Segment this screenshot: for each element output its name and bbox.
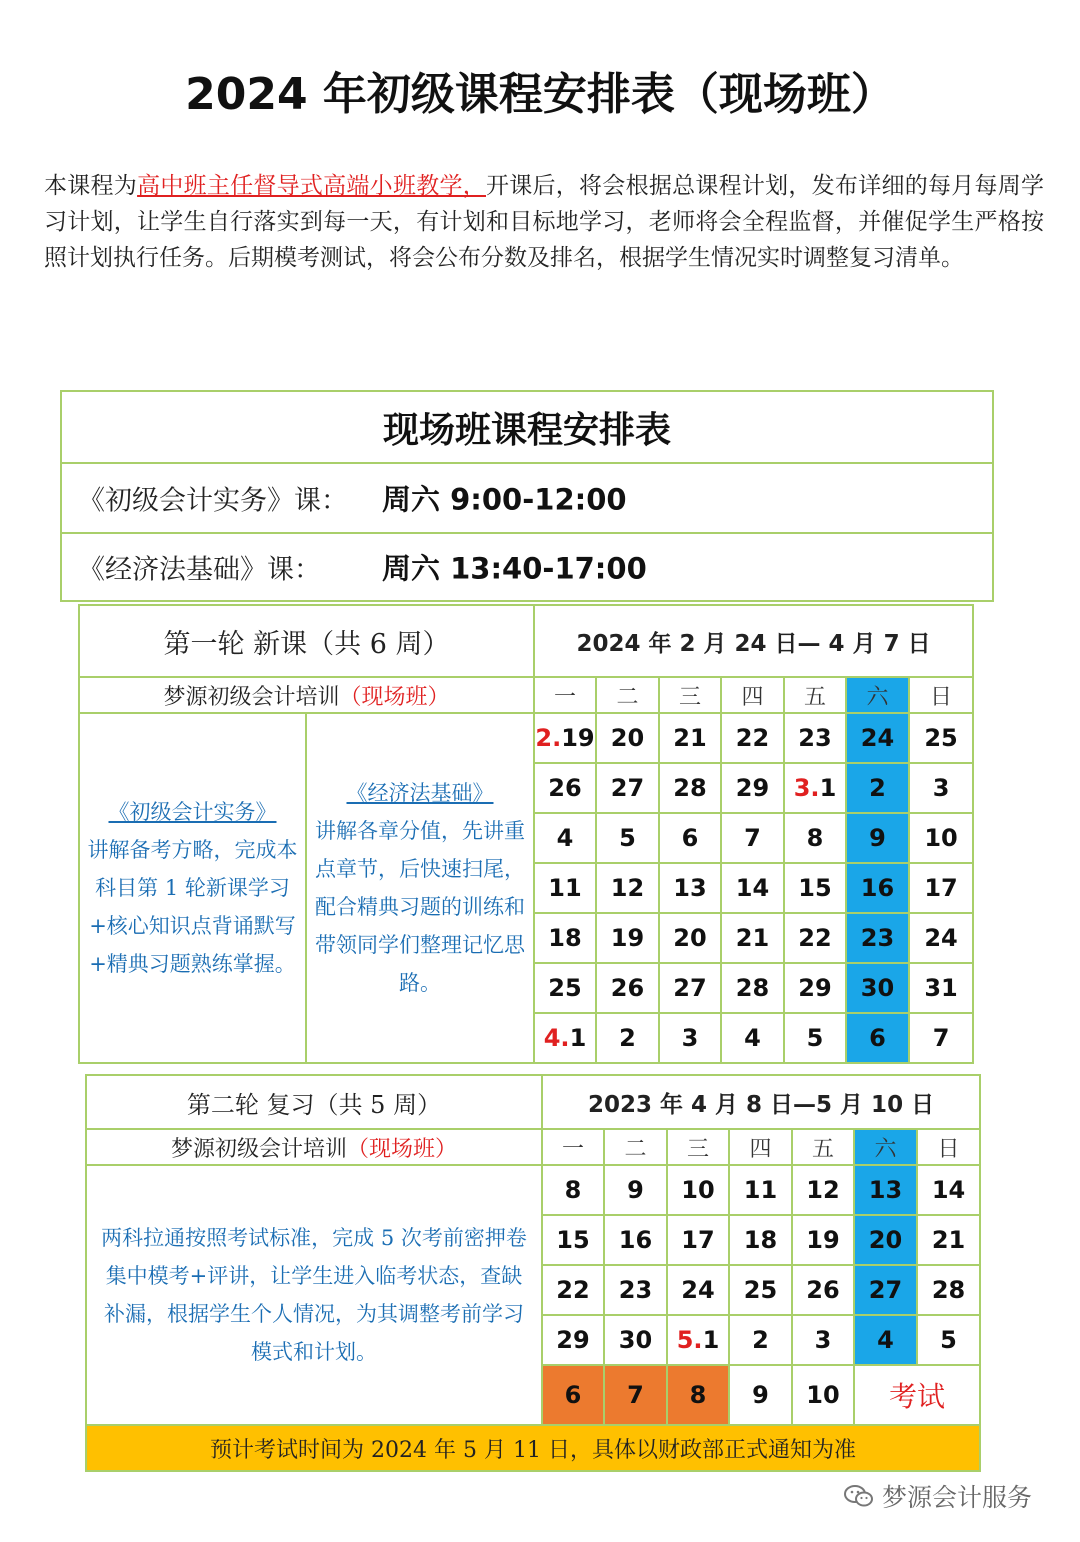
day-number: 13 <box>868 1176 903 1204</box>
day-number: 11 <box>548 874 582 902</box>
calendar-day <box>596 963 659 1013</box>
desc-title: 《经济法基础》 <box>346 781 494 805</box>
day-number: 3 <box>814 1326 832 1354</box>
calendar-day <box>667 1265 729 1315</box>
org-name: 梦源初级会计培训 <box>170 1136 347 1162</box>
day-number: 3 <box>681 1024 699 1052</box>
day-number: 6 <box>681 824 699 852</box>
day-number: 3 <box>932 774 950 802</box>
calendar-day <box>909 913 973 963</box>
note-row <box>86 1425 980 1471</box>
round2-label: 第二轮 复习（共 5 周） <box>86 1075 542 1129</box>
day-number: 15 <box>556 1226 590 1254</box>
weekday-header: 三 <box>659 677 721 713</box>
day-number: 19 <box>561 724 595 752</box>
watermark <box>844 1478 1032 1514</box>
day-number: 16 <box>618 1226 653 1254</box>
review-description <box>86 1165 542 1425</box>
round1-org <box>79 677 534 713</box>
day-number: 31 <box>924 974 958 1002</box>
day-number: 21 <box>673 724 707 752</box>
day-number: 13 <box>673 874 707 902</box>
day-number: 4 <box>744 1024 761 1052</box>
watermark-text: 梦源会计服务 <box>882 1483 1033 1512</box>
day-number: 18 <box>548 924 582 952</box>
weekday-header: 六 <box>854 1129 917 1165</box>
calendar-day <box>542 1265 604 1315</box>
week-row <box>79 713 973 763</box>
day-number: 7 <box>744 824 761 852</box>
day-number: 19 <box>806 1226 840 1254</box>
calendar-day <box>542 1215 604 1265</box>
calendar-day <box>721 813 784 863</box>
calendar-day <box>534 863 596 913</box>
calendar-day <box>729 1315 792 1365</box>
day-number: 4 <box>877 1326 894 1354</box>
desc-body: 讲解备考方略，完成本科目第 1 轮新课学习+核心知识点背诵默写+精典习题熟练掌握。 <box>87 838 298 976</box>
weekday-header: 日 <box>909 677 973 713</box>
day-number: 2 <box>619 1024 636 1052</box>
day-number: 15 <box>798 874 832 902</box>
day-number: 10 <box>924 824 958 852</box>
round2-org <box>86 1129 542 1165</box>
calendar-day <box>667 1215 729 1265</box>
day-number: 23 <box>860 924 895 952</box>
day-number: 28 <box>931 1276 966 1304</box>
calendar-day <box>604 1315 667 1365</box>
day-number: 19 <box>610 924 645 952</box>
weekday-header: 四 <box>721 677 784 713</box>
calendar-day <box>917 1165 980 1215</box>
calendar-day <box>784 763 846 813</box>
day-number: 14 <box>735 874 770 902</box>
calendar-day <box>729 1365 792 1425</box>
calendar-day <box>667 1365 729 1425</box>
day-number: 7 <box>932 1024 950 1052</box>
calendar-day <box>792 1315 854 1365</box>
course2-row <box>62 534 992 600</box>
calendar-day <box>659 813 721 863</box>
calendar-day <box>721 1013 784 1063</box>
day-number: 20 <box>868 1226 903 1254</box>
weekday-header: 一 <box>542 1129 604 1165</box>
day-number: 25 <box>743 1276 778 1304</box>
calendar-day <box>604 1165 667 1215</box>
course1-time: 周六 9:00-12:00 <box>382 482 627 517</box>
law-description <box>306 713 534 1063</box>
calendar-day <box>659 1013 721 1063</box>
calendar-day <box>721 863 784 913</box>
day-number: 21 <box>931 1226 966 1254</box>
calendar-day <box>596 763 659 813</box>
day-number: 2 <box>869 774 886 802</box>
weekday-header: 一 <box>534 677 596 713</box>
calendar-day <box>596 863 659 913</box>
calendar-day <box>596 1013 659 1063</box>
day-number: 30 <box>618 1326 653 1354</box>
course1-name: 《初级会计实务》课： <box>78 485 348 517</box>
calendar-day <box>667 1165 729 1215</box>
round2-table <box>85 1074 981 1472</box>
calendar-day <box>784 713 846 763</box>
day-number: 8 <box>806 824 824 852</box>
calendar-day <box>721 963 784 1013</box>
calendar-day <box>534 913 596 963</box>
day-number: 17 <box>681 1226 715 1254</box>
weekday-header: 日 <box>917 1129 980 1165</box>
calendar-day <box>846 813 909 863</box>
day-number: 23 <box>618 1276 653 1304</box>
intro-before: 本课程为 <box>44 173 138 199</box>
weekday-header: 四 <box>729 1129 792 1165</box>
day-number: 17 <box>924 874 958 902</box>
calendar-day <box>784 863 846 913</box>
calendar-day <box>596 813 659 863</box>
calendar-day <box>917 1215 980 1265</box>
day-number: 27 <box>610 774 645 802</box>
calendar-day <box>659 913 721 963</box>
calendar-day <box>846 713 909 763</box>
day-number: 29 <box>798 974 832 1002</box>
day-number: 25 <box>924 724 958 752</box>
calendar-day <box>534 763 596 813</box>
day-number: 1 <box>819 774 837 802</box>
calendar-day <box>729 1165 792 1215</box>
calendar-day <box>659 713 721 763</box>
day-number: 24 <box>924 924 958 952</box>
intro-highlight: 高中班主任督导式高端小班教学， <box>137 173 486 199</box>
weekday-header: 三 <box>667 1129 729 1165</box>
day-number: 14 <box>931 1176 966 1204</box>
day-number: 8 <box>689 1381 707 1409</box>
round1-table <box>78 604 974 1064</box>
calendar-day <box>596 913 659 963</box>
day-number: 11 <box>743 1176 778 1204</box>
day-number: 6 <box>564 1381 582 1409</box>
day-number: 8 <box>564 1176 582 1204</box>
weekday-header: 二 <box>604 1129 667 1165</box>
schedule-info-box <box>60 390 994 602</box>
calendar-day <box>854 1215 917 1265</box>
round1-label: 第一轮 新课（共 6 周） <box>79 605 534 677</box>
calendar-day <box>534 713 596 763</box>
weekday-header: 五 <box>784 677 846 713</box>
day-number: 6 <box>869 1024 886 1052</box>
calendar-day <box>534 813 596 863</box>
month-prefix: 4. <box>543 1024 570 1052</box>
day-number: 23 <box>798 724 832 752</box>
day-number: 29 <box>735 774 770 802</box>
exam-note: 预计考试时间为 2024 年 5 月 11 日，具体以财政部正式通知为准 <box>86 1425 980 1471</box>
calendar-day <box>542 1365 604 1425</box>
course2-name: 《经济法基础》课： <box>78 554 321 586</box>
week-row <box>86 1165 980 1215</box>
day-number: 26 <box>610 974 645 1002</box>
day-number: 18 <box>743 1226 778 1254</box>
day-number: 28 <box>673 774 707 802</box>
day-number: 26 <box>806 1276 840 1304</box>
month-prefix: 3. <box>793 774 820 802</box>
calendar-day <box>909 813 973 863</box>
calendar-day <box>729 1215 792 1265</box>
wechat-icon <box>844 1484 874 1508</box>
day-number: 10 <box>806 1381 840 1409</box>
calendar-day <box>854 1265 917 1315</box>
day-number: 5 <box>940 1326 957 1354</box>
exam-label: 考试 <box>854 1365 980 1425</box>
calendar-day <box>604 1265 667 1315</box>
calendar-day <box>792 1215 854 1265</box>
calendar-day <box>542 1165 604 1215</box>
calendar-day <box>792 1365 854 1425</box>
day-number: 9 <box>627 1176 644 1204</box>
calendar-day <box>846 863 909 913</box>
calendar-day <box>659 763 721 813</box>
calendar-day <box>909 963 973 1013</box>
calendar-day <box>721 713 784 763</box>
course1-row <box>62 464 992 534</box>
day-number: 20 <box>610 724 645 752</box>
round2-dates: 2023 年 4 月 8 日—5 月 10 日 <box>542 1075 980 1129</box>
day-number: 25 <box>548 974 582 1002</box>
day-number: 27 <box>673 974 707 1002</box>
month-prefix: 5. <box>676 1326 703 1354</box>
month-prefix: 2. <box>535 724 562 752</box>
day-number: 1 <box>702 1326 720 1354</box>
page-title: 2024 年初级课程安排表（现场班） <box>185 69 895 120</box>
calendar-day <box>534 1013 596 1063</box>
org-tag: （现场班） <box>347 1136 458 1162</box>
calendar-day <box>659 963 721 1013</box>
calendar-day <box>667 1315 729 1365</box>
calendar-day <box>854 1315 917 1365</box>
calendar-day <box>784 913 846 963</box>
calendar-day <box>604 1215 667 1265</box>
schedule-title: 现场班课程安排表 <box>62 392 992 464</box>
calendar-day <box>659 863 721 913</box>
weekday-header: 六 <box>846 677 909 713</box>
calendar-day <box>917 1265 980 1315</box>
calendar-day <box>917 1315 980 1365</box>
org-tag: （现场班） <box>339 684 450 710</box>
day-number: 12 <box>806 1176 840 1204</box>
calendar-day <box>846 1013 909 1063</box>
calendar-day <box>534 963 596 1013</box>
day-number: 20 <box>673 924 707 952</box>
day-number: 5 <box>619 824 636 852</box>
calendar-day <box>721 913 784 963</box>
calendar-day <box>729 1265 792 1315</box>
calendar-day <box>909 1013 973 1063</box>
day-number: 9 <box>752 1381 769 1409</box>
calendar-day <box>792 1265 854 1315</box>
day-number: 24 <box>681 1276 715 1304</box>
calendar-day <box>784 963 846 1013</box>
day-number: 1 <box>569 1024 587 1052</box>
calendar-day <box>784 1013 846 1063</box>
intro-after: 开课后，将会根据总课程计划，发布详细的每月每周学习计划，让学生自行落实到每一天，有计划和目标地学习，老师将会全程监督，并催促学生严格按照计划执行任务。后期模考测试，将会公布分数及排名，根据学生情况实时调整复习清单。 <box>44 173 1045 271</box>
day-number: 24 <box>860 724 895 752</box>
day-number: 26 <box>548 774 582 802</box>
day-number: 22 <box>735 724 770 752</box>
calendar-day <box>846 913 909 963</box>
calendar-day <box>854 1165 917 1215</box>
course2-time: 周六 13:40-17:00 <box>382 551 647 586</box>
day-number: 21 <box>735 924 770 952</box>
day-number: 2 <box>752 1326 769 1354</box>
calendar-day <box>846 763 909 813</box>
calendar-day <box>542 1315 604 1365</box>
day-number: 7 <box>627 1381 644 1409</box>
calendar-day <box>909 763 973 813</box>
day-number: 30 <box>860 974 895 1002</box>
org-name: 梦源初级会计培训 <box>163 684 340 710</box>
day-number: 27 <box>868 1276 903 1304</box>
day-number: 12 <box>610 874 645 902</box>
intro-paragraph <box>44 168 1044 276</box>
day-number: 22 <box>556 1276 590 1304</box>
weekday-header: 五 <box>792 1129 854 1165</box>
weekday-header: 二 <box>596 677 659 713</box>
calendar-day <box>846 963 909 1013</box>
calendar-day <box>596 713 659 763</box>
day-number: 22 <box>798 924 832 952</box>
desc-body: 讲解各章分值，先讲重点章节，后快速扫尾，配合精典习题的训练和带领同学们整理记忆思路。 <box>315 819 525 995</box>
desc-title: 《初级会计实务》 <box>108 800 277 824</box>
round1-dates: 2024 年 2 月 24 日— 4 月 7 日 <box>534 605 973 677</box>
calendar-day <box>792 1165 854 1215</box>
day-number: 16 <box>860 874 895 902</box>
desc-body: 两科拉通按照考试标准，完成 5 次考前密押卷集中模考+评讲，让学生进入临考状态，查缺补漏，根据学生个人情况，为其调整考前学习模式和计划。 <box>101 1226 527 1364</box>
calendar-day <box>784 813 846 863</box>
day-number: 5 <box>806 1024 824 1052</box>
day-number: 10 <box>681 1176 715 1204</box>
day-number: 4 <box>556 824 574 852</box>
calendar-day <box>909 863 973 913</box>
day-number: 29 <box>556 1326 590 1354</box>
calendar-day <box>721 763 784 813</box>
day-number: 28 <box>735 974 770 1002</box>
day-number: 9 <box>869 824 886 852</box>
calendar-day <box>604 1365 667 1425</box>
calendar-day <box>909 713 973 763</box>
accounting-description <box>79 713 306 1063</box>
